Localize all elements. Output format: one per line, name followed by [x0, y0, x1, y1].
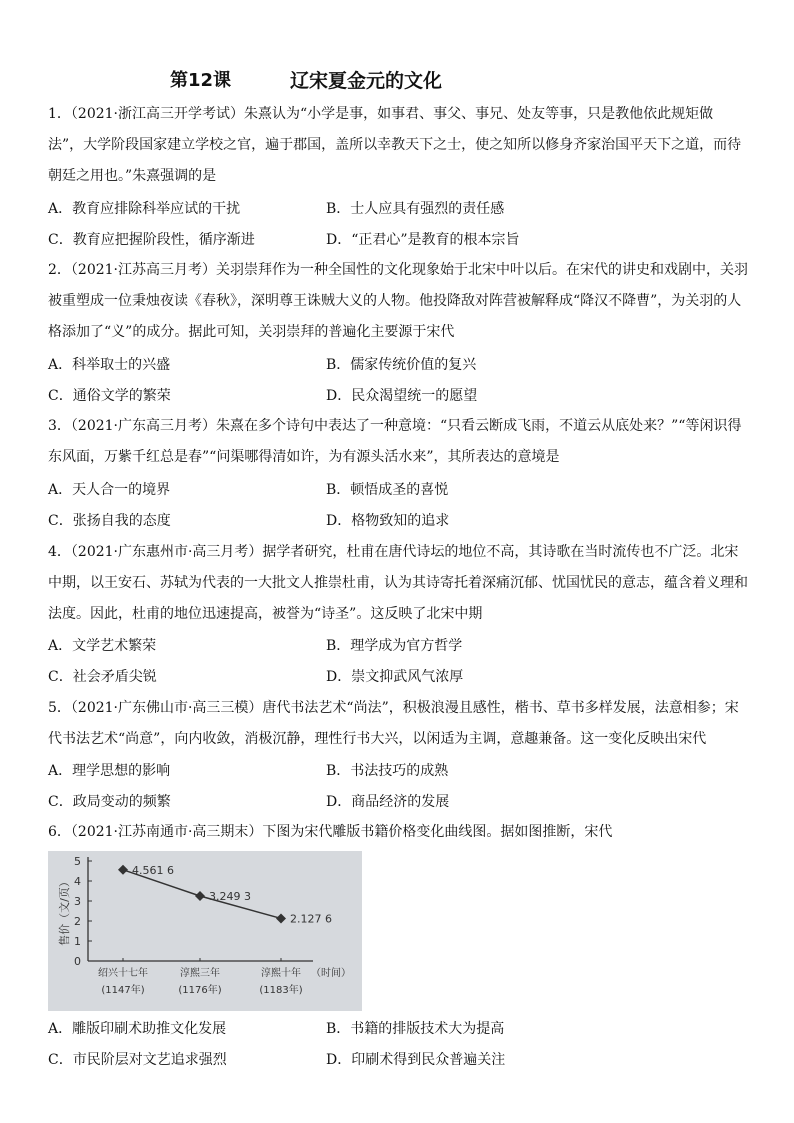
- y-axis-label: 售价（文/页）: [58, 876, 71, 946]
- question-3-option-a[interactable]: A．天人合一的境界: [48, 482, 171, 498]
- question-2-option-d[interactable]: D．民众渴望统一的愿望: [326, 388, 478, 404]
- x-tick-label: (1147年): [101, 985, 145, 996]
- x-axis-label: （时间）: [311, 968, 351, 979]
- y-tick-label: 3: [74, 895, 81, 908]
- question-3-option-b[interactable]: B．顿悟成圣的喜悦: [326, 482, 449, 498]
- question-5-option-a[interactable]: A．理学思想的影响: [48, 763, 171, 779]
- question-6-option-c[interactable]: C．市民阶层对文艺追求强烈: [48, 1052, 227, 1068]
- question-5-option-d[interactable]: D．商品经济的发展: [326, 794, 450, 810]
- data-point: [118, 865, 128, 875]
- question-5-option-c[interactable]: C．政局变动的频繁: [48, 794, 171, 810]
- question-4-option-b[interactable]: B．理学成为官方哲学: [326, 638, 463, 654]
- question-3-option-c[interactable]: C．张扬自我的态度: [48, 513, 171, 529]
- data-label: 4.561 6: [132, 863, 174, 877]
- x-tick-label: (1183年): [259, 985, 303, 996]
- question-1-option-c[interactable]: C．教育应把握阶段性，循序渐进: [48, 232, 255, 248]
- page-title: 辽宋夏金元的文化: [290, 70, 443, 92]
- question-3-stem: 3．（2021·广东高三月考）朱熹在多个诗句中表达了一种意境：“只看云断成飞雨，不道云从底处来？”“等闲识得东风面，万紫千红总是春”“问渠哪得清如许，为有源头活水来”，其所表达的意境是: [48, 418, 742, 465]
- question-6-option-a[interactable]: A．雕版印刷术助推文化发展: [48, 1021, 227, 1037]
- header: [0, 66, 794, 92]
- data-point: [276, 913, 286, 923]
- x-tick-label: 淳熙三年: [180, 968, 220, 979]
- question-6-stem: 6．（2021·江苏南通市·高三期末）下图为宋代雕版书籍价格变化曲线图。据如图推断，宋代: [48, 824, 613, 840]
- data-point: [195, 891, 205, 901]
- question-6-option-d[interactable]: D．印刷术得到民众普遍关注: [326, 1052, 506, 1068]
- question-4-option-c[interactable]: C．社会矛盾尖锐: [48, 669, 157, 685]
- data-label: 3.249 3: [209, 890, 251, 904]
- y-tick-label: 5: [74, 855, 81, 868]
- lesson-number: 第12课: [170, 70, 232, 91]
- question-5-option-b[interactable]: B．书法技巧的成熟: [326, 763, 449, 779]
- y-tick-label: 2: [74, 915, 81, 928]
- x-tick-label: 淳熙十年: [261, 968, 301, 979]
- y-tick-label: 4: [74, 875, 81, 888]
- question-4-option-a[interactable]: A．文学艺术繁荣: [48, 638, 157, 654]
- question-1-stem: 1．（2021·浙江高三开学考试）朱熹认为“小学是事，如事君、事父、事兄、处友等事，只是教他依此规矩做法”，大学阶段国家建立学校之官，遍于郡国，盖所以幸教天下之士，使之知所以修身齐家治国平天下之道，而待朝廷之用也。”朱熹强调的是: [48, 106, 742, 184]
- question-6-option-b[interactable]: B．书籍的排版技术大为提高: [326, 1021, 505, 1037]
- question-3-option-d[interactable]: D．格物致知的追求: [326, 513, 450, 529]
- question-4-stem: 4．（2021·广东惠州市·高三月考）据学者研究，杜甫在唐代诗坛的地位不高，其诗歌在当时流传也不广泛。北宋中期，以王安石、苏轼为代表的一大批文人推崇杜甫，认为其诗寄托着深痛沉郁、忧国忧民的意志，蕴含着义理和法度。因此，杜甫的地位迅速提高，被誉为“诗圣”。这反映了北宋中期: [48, 544, 748, 622]
- question-2-option-a[interactable]: A．科举取士的兴盛: [48, 357, 171, 373]
- data-label: 2.127 6: [290, 912, 332, 926]
- y-tick-label: 0: [74, 955, 81, 968]
- x-tick-label: (1176年): [178, 985, 222, 996]
- book-price-chart: [48, 851, 362, 1011]
- question-4-option-d[interactable]: D．崇文抑武风气浓厚: [326, 669, 464, 685]
- question-1-option-a[interactable]: A．教育应排除科举应试的干扰: [48, 201, 241, 217]
- question-2-stem: 2．（2021·江苏高三月考）关羽崇拜作为一种全国性的文化现象始于北宋中叶以后。在宋代的讲史和戏剧中，关羽被重塑成一位秉烛夜读《春秋》，深明尊王诛贼大义的人物。他投降敌对阵营被解释成“降汉不降曹”，为关羽的人格添加了“义”的成分。据此可知，关羽崇拜的普遍化主要源于宋代: [48, 262, 748, 340]
- y-tick-label: 1: [74, 935, 81, 948]
- question-5-stem: 5．（2021·广东佛山市·高三三模）唐代书法艺术“尚法”，积极浪漫且感性，楷书、草书多样发展，法意相参；宋代书法艺术“尚意”，向内收敛，消极沉静，理性行书大兴，以闲适为主调，意趣兼备。这一变化反映出宋代: [48, 700, 739, 747]
- price-line-chart: [48, 851, 362, 1011]
- question-1-option-d[interactable]: D．“正君心”是教育的根本宗旨: [326, 232, 520, 248]
- x-tick-label: 绍兴十七年: [98, 968, 148, 979]
- question-1-option-b[interactable]: B．士人应具有强烈的责任感: [326, 201, 505, 217]
- question-2-option-b[interactable]: B．儒家传统价值的复兴: [326, 357, 477, 373]
- question-2-option-c[interactable]: C．通俗文学的繁荣: [48, 388, 171, 404]
